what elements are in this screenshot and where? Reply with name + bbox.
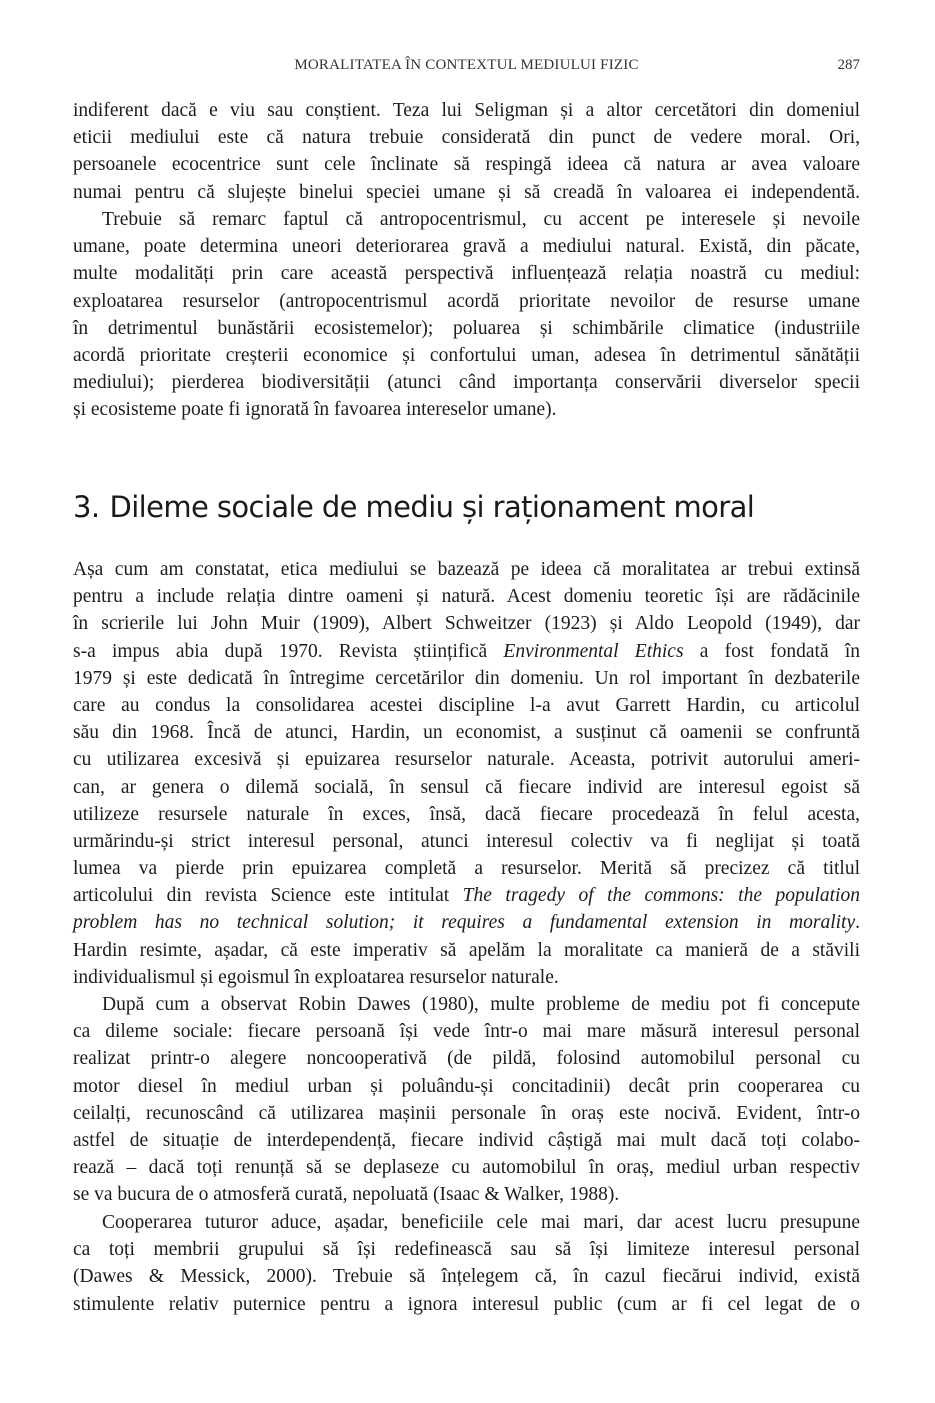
paragraph-environmental-ethics — [73, 556, 860, 991]
text-line: Cooperarea tuturor aduce, așadar, beneficiile cele mai mari, dar acest lucru presupune — [102, 1212, 860, 1233]
text-run: articolului din revista Science este intitulat — [73, 885, 463, 907]
paragraph-dawes — [73, 991, 860, 1209]
text-line: care au condus la consolidarea acestei discipline l-a avut Garrett Hardin, cu articolul — [73, 694, 860, 716]
text-line: persoanele ecocentrice sunt cele înclinate să respingă ideea că natura ar avea valoare — [73, 154, 860, 176]
text-line: cu utilizarea excesivă și epuizarea resurselor naturale. Aceasta, potrivit autorului ameri- — [73, 749, 860, 771]
paragraph-continuation — [73, 97, 860, 206]
text-line: indiferent dacă e viu sau conștient. Teza lui Seligman și a altor cercetători din domeniul — [73, 100, 860, 121]
text-line: exploatarea resurselor (antropocentrismul acordă prioritate nevoilor de resurse umane — [73, 290, 860, 312]
text-line: Așa cum am constatat, etica mediului se bazează pe ideea că moralitatea ar trebui extinsă — [73, 559, 860, 580]
text-line: ceilalți, recunoscând că utilizarea mașinii personale în oraș este nocivă. Evident, într-o — [73, 1102, 860, 1124]
text-line: (Dawes & Messick, 2000). Trebuie să înțelegem că, în cazul fiecărui individ, există — [73, 1266, 860, 1288]
text-line: utilizeze resursele naturale în exces, însă, dacă fiecare procedează în felul acesta, — [73, 803, 860, 825]
text-line: mediului); pierderea biodiversității (atunci când importanța conservării diverselor specii — [73, 372, 860, 394]
text-line: rează – dacă toți renunță să se deplaseze cu automobilul în oraș, mediul urban respectiv — [73, 1157, 860, 1179]
text-line: După cum a observat Robin Dawes (1980), multe probleme de mediu pot fi concepute — [102, 994, 860, 1015]
section-number: 3. — [73, 490, 100, 524]
text-line: său din 1968. Încă de atunci, Hardin, un economist, a susținut că oamenii se confruntă — [73, 722, 860, 744]
text-line: Hardin resimte, așadar, că este imperativ să apelăm la moralitate ca manieră de a stăvili — [73, 939, 860, 961]
paragraph-cooperation — [73, 1209, 860, 1318]
text-line — [73, 882, 860, 909]
journal-title: Environmental Ethics — [503, 640, 684, 662]
text-line: în detrimentul bunăstării ecosistemelor); poluarea și schimbările climatice (industriile — [73, 317, 860, 339]
running-header — [73, 57, 860, 79]
text-line: individualismul și egoismul în exploatarea resurselor naturale. — [73, 966, 559, 988]
text-line: și ecosisteme poate fi ignorată în favoarea intereselor umane). — [73, 399, 557, 421]
paragraph-anthropocentrism — [73, 206, 860, 424]
text-line: acordă prioritate creșterii economice și confortului uman, adesea în detrimentul sănătății — [73, 344, 860, 366]
page-number: 287 — [837, 57, 860, 73]
text-line: ca dileme sociale: fiecare persoană își vede într-o mai mare măsură interesul personal — [73, 1021, 860, 1043]
section-heading — [73, 485, 860, 529]
text-line — [73, 909, 860, 936]
text-line: multe modalități prin care această perspectivă influențează relația noastră cu mediul: — [73, 263, 860, 285]
text-line: eticii mediului este că natura trebuie considerată din punct de vedere moral. Ori, — [73, 127, 860, 149]
text-line: motor diesel în mediul urban și poluându-și concitadinii) decât prin cooperarea cu — [73, 1075, 860, 1097]
text-run: s-a impus abia după 1970. Revista științifică — [73, 640, 504, 662]
text-line: astfel de situație de interdependență, fiecare individ câștigă mai mult dacă toți colabo- — [73, 1129, 860, 1151]
article-title-cont: problem has no technical solution; it requires a fundamental extension in morality — [73, 912, 856, 934]
text-line: lumea va pierde prin epuizarea completă a resurselor. Merită să precizez că titlul — [73, 858, 860, 880]
text-line: can, ar genera o dilemă socială, în sensul că fiecare individ are interesul egoist să — [73, 776, 860, 798]
text-run: . — [855, 912, 860, 934]
text-run: a fost fondată în — [683, 640, 860, 662]
text-line: 1979 și este dedicată în întregime cercetărilor din domeniu. Un rol important în dezbaterile — [73, 667, 860, 689]
text-line: Trebuie să remarc faptul că antropocentrismul, cu accent pe interesele și nevoile — [102, 209, 860, 230]
section-title: Dileme sociale de mediu și raționament moral — [109, 490, 755, 524]
text-line: pentru a include relația dintre oameni și natură. Acest domeniu teoretic își are rădăcinile — [73, 586, 860, 608]
text-line: realizat printr-o alegere noncooperativă (de pildă, folosind automobilul personal cu — [73, 1048, 860, 1070]
text-line: numai pentru că slujește binelui speciei umane și să creadă în valoarea ei independentă. — [73, 181, 860, 203]
article-title: The tragedy of the commons: the population — [462, 885, 860, 907]
running-title: MORALITATEA ÎN CONTEXTUL MEDIULUI FIZIC — [294, 57, 639, 73]
text-line: stimulente relativ puternice pentru a ignora interesul public (cum ar fi cel legat de o — [73, 1293, 860, 1315]
text-line: se va bucura de o atmosferă curată, nepoluată (Isaac & Walker, 1988). — [73, 1184, 620, 1206]
text-line: urmărindu-și strict interesul personal, atunci interesul colectiv va fi neglijat și toată — [73, 830, 860, 852]
text-line — [73, 638, 860, 665]
text-line: ca toți membrii grupului să își redefinească sau să își limiteze interesul personal — [73, 1239, 860, 1261]
text-line: umane, poate determina uneori deteriorarea gravă a mediului natural. Există, din păcate, — [73, 236, 860, 258]
text-line: în scrierile lui John Muir (1909), Albert Schweitzer (1923) și Aldo Leopold (1949), dar — [73, 613, 860, 635]
